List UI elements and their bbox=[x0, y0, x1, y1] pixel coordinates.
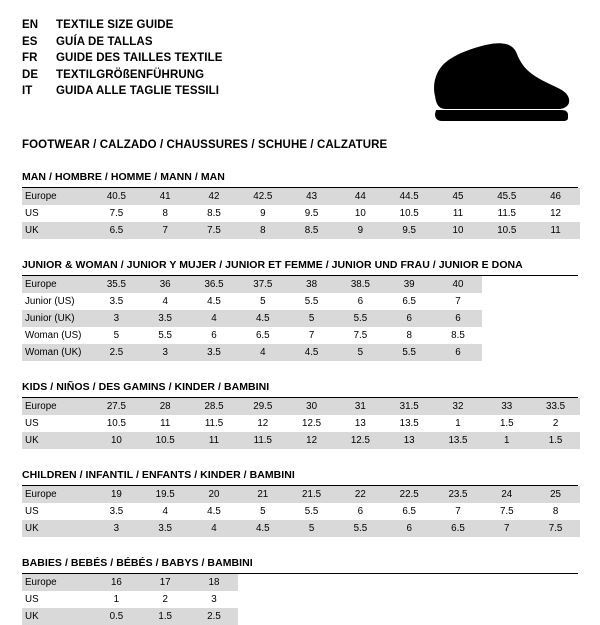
size-cell: 40 bbox=[434, 276, 483, 293]
size-cell: 3.5 bbox=[141, 520, 190, 537]
size-cell: 20 bbox=[190, 486, 239, 503]
language-title: TEXTILE SIZE GUIDE bbox=[56, 19, 174, 31]
size-cell: 33.5 bbox=[531, 398, 580, 415]
size-cell: 44.5 bbox=[385, 188, 434, 205]
size-cell: 30 bbox=[287, 398, 336, 415]
size-cell: 21 bbox=[238, 486, 287, 503]
size-cell: 45.5 bbox=[482, 188, 531, 205]
size-cell: 37.5 bbox=[238, 276, 287, 293]
empty-cell bbox=[531, 293, 580, 310]
row-label: Europe bbox=[22, 188, 92, 205]
size-cell: 4.5 bbox=[190, 503, 239, 520]
size-cell: 12.5 bbox=[336, 432, 385, 449]
size-cell: 45 bbox=[434, 188, 483, 205]
size-cell: 5.5 bbox=[141, 327, 190, 344]
size-cell: 19 bbox=[92, 486, 141, 503]
empty-cell bbox=[482, 344, 531, 361]
size-cell: 4 bbox=[141, 503, 190, 520]
size-cell: 10 bbox=[434, 222, 483, 239]
size-cell: 13.5 bbox=[385, 415, 434, 432]
row-label: Europe bbox=[22, 574, 92, 591]
size-cell: 9 bbox=[336, 222, 385, 239]
size-cell: 11 bbox=[190, 432, 239, 449]
row-label: Europe bbox=[22, 276, 92, 293]
size-cell: 6 bbox=[190, 327, 239, 344]
language-row bbox=[22, 51, 223, 67]
size-table-title: JUNIOR & WOMAN / JUNIOR Y MUJER / JUNIOR ET FEMME / JUNIOR UND FRAU / JUNIOR E DONA bbox=[22, 259, 578, 276]
size-cell: 7 bbox=[434, 503, 483, 520]
size-cell: 16 bbox=[92, 574, 141, 591]
size-cell: 19.5 bbox=[141, 486, 190, 503]
size-cell: 4.5 bbox=[190, 293, 239, 310]
size-cell: 12 bbox=[531, 205, 580, 222]
row-label: UK bbox=[22, 222, 92, 239]
empty-cell bbox=[531, 574, 580, 591]
size-cell: 12.5 bbox=[287, 415, 336, 432]
row-label: Junior (UK) bbox=[22, 310, 92, 327]
size-table-title: BABIES / BEBÉS / BÉBÉS / BABYS / BAMBINI bbox=[22, 557, 578, 574]
size-cell: 31.5 bbox=[385, 398, 434, 415]
size-cell: 9.5 bbox=[385, 222, 434, 239]
language-title: GUIDA ALLE TAGLIE TESSILI bbox=[56, 85, 220, 97]
table-row bbox=[22, 188, 580, 205]
size-cell: 8 bbox=[531, 503, 580, 520]
row-label: Woman (UK) bbox=[22, 344, 92, 361]
size-table-group bbox=[22, 469, 578, 537]
size-cell: 5 bbox=[238, 503, 287, 520]
empty-cell bbox=[531, 276, 580, 293]
size-cell: 31 bbox=[336, 398, 385, 415]
table-row bbox=[22, 222, 580, 239]
size-table-group bbox=[22, 381, 578, 449]
language-code: EN bbox=[22, 19, 39, 31]
size-cell: 1.5 bbox=[531, 432, 580, 449]
size-cell: 7.5 bbox=[92, 205, 141, 222]
size-cell: 35.5 bbox=[92, 276, 141, 293]
empty-cell bbox=[336, 574, 385, 591]
size-table bbox=[22, 188, 580, 239]
empty-cell bbox=[385, 608, 434, 625]
table-row bbox=[22, 520, 580, 537]
category-title: FOOTWEAR / CALZADO / CHAUSSURES / SCHUHE / CALZATURE bbox=[22, 139, 388, 151]
empty-cell bbox=[531, 344, 580, 361]
size-cell: 22 bbox=[336, 486, 385, 503]
size-cell: 13.5 bbox=[434, 432, 483, 449]
size-cell: 12 bbox=[287, 432, 336, 449]
table-row bbox=[22, 398, 580, 415]
language-code: DE bbox=[22, 68, 39, 81]
size-table bbox=[22, 398, 580, 449]
size-cell: 8 bbox=[238, 222, 287, 239]
size-table-group bbox=[22, 171, 578, 239]
language-code: FR bbox=[22, 52, 38, 64]
size-cell: 6 bbox=[434, 310, 483, 327]
size-cell: 2.5 bbox=[190, 608, 239, 625]
empty-cell bbox=[531, 327, 580, 344]
size-cell: 4.5 bbox=[287, 344, 336, 361]
size-cell: 24 bbox=[482, 486, 531, 503]
size-cell: 43 bbox=[287, 188, 336, 205]
size-cell: 41 bbox=[141, 188, 190, 205]
language-title-list bbox=[22, 18, 223, 100]
size-cell: 5.5 bbox=[336, 520, 385, 537]
table-row bbox=[22, 276, 580, 293]
row-label: Woman (US) bbox=[22, 327, 92, 344]
size-cell: 5.5 bbox=[336, 310, 385, 327]
size-cell: 5 bbox=[287, 520, 336, 537]
size-cell: 5.5 bbox=[287, 293, 336, 310]
size-cell: 8.5 bbox=[287, 222, 336, 239]
size-cell: 6.5 bbox=[385, 293, 434, 310]
size-cell: 11 bbox=[531, 222, 580, 239]
size-table-title: CHILDREN / INFANTIL / ENFANTS / KINDER / BAMBINI bbox=[22, 469, 578, 486]
language-title: GUÍA DE TALLAS bbox=[56, 35, 153, 48]
size-cell: 4 bbox=[141, 293, 190, 310]
size-cell: 44 bbox=[336, 188, 385, 205]
size-cell: 4 bbox=[238, 344, 287, 361]
size-cell: 7 bbox=[141, 222, 190, 239]
size-cell: 3 bbox=[141, 344, 190, 361]
size-cell: 23.5 bbox=[434, 486, 483, 503]
table-row bbox=[22, 486, 580, 503]
table-row bbox=[22, 415, 580, 432]
size-cell: 5 bbox=[287, 310, 336, 327]
table-row bbox=[22, 574, 580, 591]
size-cell: 3.5 bbox=[141, 310, 190, 327]
size-cell: 6.5 bbox=[238, 327, 287, 344]
size-table-group bbox=[22, 557, 578, 625]
size-cell: 7.5 bbox=[336, 327, 385, 344]
size-cell: 11.5 bbox=[238, 432, 287, 449]
language-title: GUIDE DES TAILLES TEXTILE bbox=[56, 52, 223, 64]
row-label: Junior (US) bbox=[22, 293, 92, 310]
row-label: US bbox=[22, 591, 92, 608]
size-cell: 33 bbox=[482, 398, 531, 415]
empty-cell bbox=[482, 293, 531, 310]
size-cell: 2 bbox=[141, 591, 190, 608]
language-code: ES bbox=[22, 35, 38, 48]
size-cell: 18 bbox=[190, 574, 239, 591]
row-label: UK bbox=[22, 432, 92, 449]
table-row bbox=[22, 432, 580, 449]
size-cell: 8 bbox=[385, 327, 434, 344]
size-cell: 13 bbox=[336, 415, 385, 432]
row-label: US bbox=[22, 503, 92, 520]
size-cell: 8.5 bbox=[190, 205, 239, 222]
size-cell: 11.5 bbox=[190, 415, 239, 432]
size-cell: 3 bbox=[92, 310, 141, 327]
size-cell: 7 bbox=[287, 327, 336, 344]
table-row bbox=[22, 327, 580, 344]
size-cell: 6 bbox=[434, 344, 483, 361]
size-cell: 3.5 bbox=[92, 293, 141, 310]
size-cell: 13 bbox=[385, 432, 434, 449]
empty-cell bbox=[531, 310, 580, 327]
empty-cell bbox=[482, 327, 531, 344]
size-cell: 1 bbox=[92, 591, 141, 608]
size-cell: 42.5 bbox=[238, 188, 287, 205]
size-cell: 10.5 bbox=[482, 222, 531, 239]
document-header bbox=[22, 18, 578, 126]
size-cell: 4.5 bbox=[238, 310, 287, 327]
size-cell: 9.5 bbox=[287, 205, 336, 222]
empty-cell bbox=[287, 574, 336, 591]
size-cell: 12 bbox=[238, 415, 287, 432]
size-cell: 22.5 bbox=[385, 486, 434, 503]
size-cell: 36.5 bbox=[190, 276, 239, 293]
size-cell: 10 bbox=[336, 205, 385, 222]
size-cell: 38.5 bbox=[336, 276, 385, 293]
size-cell: 6 bbox=[336, 503, 385, 520]
language-row bbox=[22, 84, 223, 100]
size-cell: 29.5 bbox=[238, 398, 287, 415]
size-cell: 46 bbox=[531, 188, 580, 205]
size-cell: 0.5 bbox=[92, 608, 141, 625]
size-cell: 32 bbox=[434, 398, 483, 415]
size-cell: 1 bbox=[434, 415, 483, 432]
empty-cell bbox=[238, 608, 287, 625]
row-label: UK bbox=[22, 608, 92, 625]
size-cell: 1.5 bbox=[141, 608, 190, 625]
size-cell: 28 bbox=[141, 398, 190, 415]
size-cell: 3.5 bbox=[92, 503, 141, 520]
size-cell: 5 bbox=[92, 327, 141, 344]
size-cell: 10.5 bbox=[141, 432, 190, 449]
size-cell: 5.5 bbox=[385, 344, 434, 361]
size-cell: 4 bbox=[190, 310, 239, 327]
empty-cell bbox=[336, 608, 385, 625]
size-cell: 28.5 bbox=[190, 398, 239, 415]
size-cell: 3 bbox=[190, 591, 239, 608]
size-tables-container bbox=[22, 171, 578, 625]
size-cell: 27.5 bbox=[92, 398, 141, 415]
size-table bbox=[22, 486, 580, 537]
size-cell: 7.5 bbox=[482, 503, 531, 520]
size-cell: 5.5 bbox=[287, 503, 336, 520]
empty-cell bbox=[482, 574, 531, 591]
table-row bbox=[22, 344, 580, 361]
empty-cell bbox=[482, 608, 531, 625]
size-cell: 6 bbox=[385, 310, 434, 327]
size-cell: 7 bbox=[434, 293, 483, 310]
size-cell: 2 bbox=[531, 415, 580, 432]
row-label: Europe bbox=[22, 486, 92, 503]
size-cell: 6.5 bbox=[434, 520, 483, 537]
row-label: Europe bbox=[22, 398, 92, 415]
size-cell: 11 bbox=[141, 415, 190, 432]
size-cell: 6.5 bbox=[92, 222, 141, 239]
empty-cell bbox=[287, 608, 336, 625]
language-code: IT bbox=[22, 85, 33, 97]
size-cell: 10.5 bbox=[92, 415, 141, 432]
size-cell: 3 bbox=[92, 520, 141, 537]
size-cell: 11 bbox=[434, 205, 483, 222]
row-label: UK bbox=[22, 520, 92, 537]
empty-cell bbox=[482, 310, 531, 327]
size-cell: 9 bbox=[238, 205, 287, 222]
size-cell: 8.5 bbox=[434, 327, 483, 344]
size-cell: 11.5 bbox=[482, 205, 531, 222]
size-cell: 36 bbox=[141, 276, 190, 293]
size-cell: 5 bbox=[238, 293, 287, 310]
row-label: US bbox=[22, 415, 92, 432]
size-table-group bbox=[22, 259, 578, 361]
language-row bbox=[22, 68, 223, 84]
dress-shoe-icon bbox=[380, 34, 570, 126]
size-cell: 17 bbox=[141, 574, 190, 591]
size-cell: 2.5 bbox=[92, 344, 141, 361]
size-table-title: MAN / HOMBRE / HOMME / MANN / MAN bbox=[22, 171, 578, 188]
size-cell: 1.5 bbox=[482, 415, 531, 432]
size-cell: 10.5 bbox=[385, 205, 434, 222]
empty-cell bbox=[434, 608, 483, 625]
language-title: TEXTILGRÖßENFÜHRUNG bbox=[56, 68, 205, 81]
size-cell: 7.5 bbox=[531, 520, 580, 537]
row-label: US bbox=[22, 205, 92, 222]
empty-cell bbox=[385, 574, 434, 591]
empty-cell bbox=[238, 574, 287, 591]
table-row bbox=[22, 608, 580, 625]
size-cell: 7 bbox=[482, 520, 531, 537]
size-cell: 6 bbox=[385, 520, 434, 537]
size-cell: 5 bbox=[336, 344, 385, 361]
size-cell: 8 bbox=[141, 205, 190, 222]
size-cell: 3.5 bbox=[190, 344, 239, 361]
size-cell: 42 bbox=[190, 188, 239, 205]
language-row bbox=[22, 35, 223, 51]
empty-cell bbox=[482, 276, 531, 293]
empty-cell bbox=[434, 574, 483, 591]
table-row bbox=[22, 310, 580, 327]
size-table bbox=[22, 276, 580, 361]
size-cell: 40.5 bbox=[92, 188, 141, 205]
empty-cell bbox=[531, 608, 580, 625]
size-cell: 4.5 bbox=[238, 520, 287, 537]
size-cell: 21.5 bbox=[287, 486, 336, 503]
size-cell: 7.5 bbox=[190, 222, 239, 239]
size-cell: 25 bbox=[531, 486, 580, 503]
table-row bbox=[22, 503, 580, 520]
table-row bbox=[22, 205, 580, 222]
size-cell: 10 bbox=[92, 432, 141, 449]
size-cell: 6.5 bbox=[385, 503, 434, 520]
language-row bbox=[22, 18, 223, 34]
table-row bbox=[22, 293, 580, 310]
size-cell: 1 bbox=[482, 432, 531, 449]
size-cell: 4 bbox=[190, 520, 239, 537]
size-cell: 39 bbox=[385, 276, 434, 293]
size-cell: 38 bbox=[287, 276, 336, 293]
size-table-title: KIDS / NIÑOS / DES GAMINS / KINDER / BAMBINI bbox=[22, 381, 578, 398]
size-cell: 6 bbox=[336, 293, 385, 310]
